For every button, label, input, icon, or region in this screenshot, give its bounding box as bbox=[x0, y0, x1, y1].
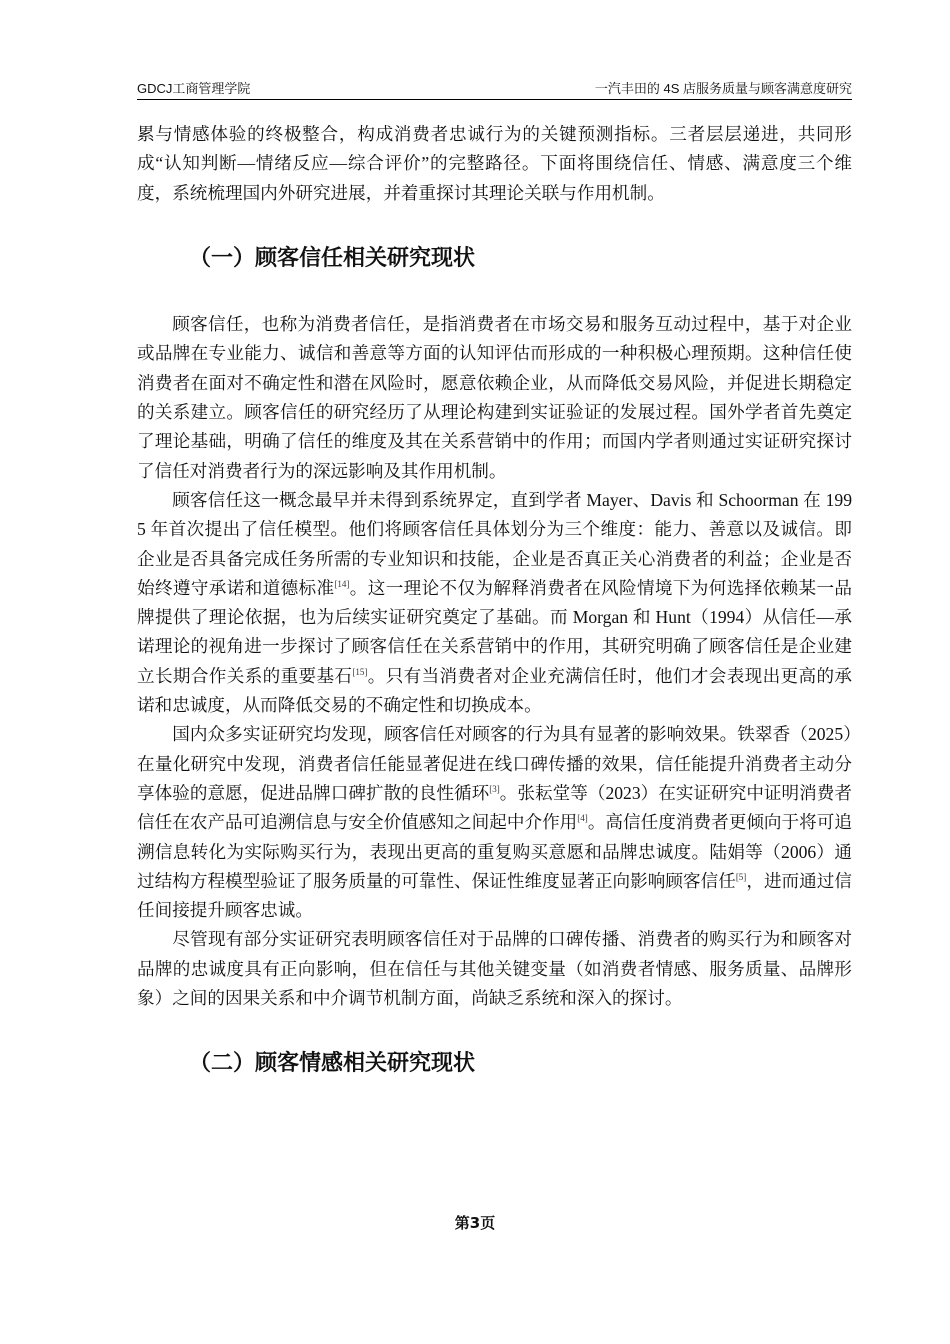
citation-ref: [15] bbox=[352, 666, 368, 677]
trust-paragraph-1: 顾客信任，也称为消费者信任，是指消费者在市场交易和服务互动过程中，基于对企业或品牌在专业能力、诚信和善意等方面的认知评估而形成的一种积极心理预期。这种信任使消费者在面对不确定性和潜在风险时，愿意依赖企业，从而降低交易风险，并促进长期稳定的关系建立。顾客信任的研究经历了从理论构建到实证验证的发展过程。国外学者首先奠定了理论基础，明确了信任的维度及其在关系营销中的作用；而国内学者则通过实证研究探讨了信任对消费者行为的深远影响及其作用机制。 bbox=[137, 314, 852, 481]
citation-ref: [14] bbox=[334, 579, 350, 589]
section-heading-emotion: （二）顾客情感相关研究现状 bbox=[189, 1051, 476, 1077]
document-body bbox=[137, 120, 852, 1079]
section-heading-trust: （一）顾客信任相关研究现状 bbox=[189, 245, 476, 271]
citation-ref: [4] bbox=[577, 813, 588, 824]
page-number: 第3页 bbox=[454, 1214, 496, 1232]
citation-ref: [5] bbox=[735, 871, 747, 882]
paragraph-text: 顾客信任这一概念最早并未得到系统界定，直到学者 Mayer、Davis 和 Schoorman 在 1995 年首次提出了信任模型。他们将顾客信任具体划分为三个维度：能力、善意以及诚信。即企业是否具备完成任务所需的专业知识和技能，企业是否真正关心消费者的利益；企业是否始终遵守承诺和道德标准 bbox=[137, 489, 852, 598]
intro-paragraph: 累与情感体验的终极整合，构成消费者忠诚行为的关键预测指标。三者层层递进，共同形成“认知判断—情绪反应—综合评价”的完整路径。下面将围绕信任、情感、满意度三个维度，系统梳理国内外研究进展，并着重探讨其理论关联与作用机制。 bbox=[137, 124, 852, 203]
paragraph-text: 国内众多实证研究均发现，顾客信任对顾客的行为具有显著的影响效果。铁翠香（2025）在量化研究中发现，消费者信任能显著促进在线口碑传播的效果，信任能提升消费者主动分享体验的意愿，促进品牌口碑扩散的良性循环 bbox=[137, 724, 852, 803]
paragraph-text: ，进而通过信任间接提升顾客忠诚。 bbox=[137, 870, 852, 921]
paragraph-text: 。这一理论不仅为解释消费者在风险情境下为何选择依赖某一品牌提供了理论依据，也为后续实证研究奠定了基础。而 Morgan 和 Hunt（1994）从信任—承诺理论的视角进一步探讨了顾客信任在关系营销中的作用，其研究明确了顾客信任是企业建立长期合作关系的重要基石 bbox=[137, 577, 852, 686]
paragraph-text: 。张耘堂等（2023）在实证研究中证明消费者信任在农产品可追溯信息与安全价值感知之间起中介作用 bbox=[137, 782, 852, 833]
trust-paragraph-3 bbox=[137, 720, 852, 925]
header-divider bbox=[137, 99, 852, 100]
header-institution: GDCJ工商管理学院 bbox=[137, 81, 251, 96]
paragraph-text: 。高信任度消费者更倾向于将可追溯信息转化为实际购买行为，表现出更高的重复购买意愿和品牌忠诚度。陆娟等（2006）通过结构方程模型验证了服务质量的可靠性、保证性维度显著正向影响顾客信任 bbox=[137, 812, 852, 891]
trust-paragraph-2 bbox=[137, 486, 852, 720]
citation-ref: [3] bbox=[489, 784, 500, 795]
trust-paragraph-4: 尽管现有部分实证研究表明顾客信任对于品牌的口碑传播、消费者的购买行为和顾客对品牌的忠诚度具有正向影响，但在信任与其他关键变量（如消费者情感、服务质量、品牌形象）之间的因果关系和中介调节机制方面，尚缺乏系统和深入的探讨。 bbox=[137, 929, 852, 1009]
page-header bbox=[137, 78, 852, 98]
paragraph-text: 。只有当消费者对企业充满信任时，他们才会表现出更高的承诺和忠诚度，从而降低交易的不确定性和切换成本。 bbox=[137, 665, 852, 716]
header-paper-title: 一汽丰田的 4S 店服务质量与顾客满意度研究 bbox=[594, 81, 852, 96]
